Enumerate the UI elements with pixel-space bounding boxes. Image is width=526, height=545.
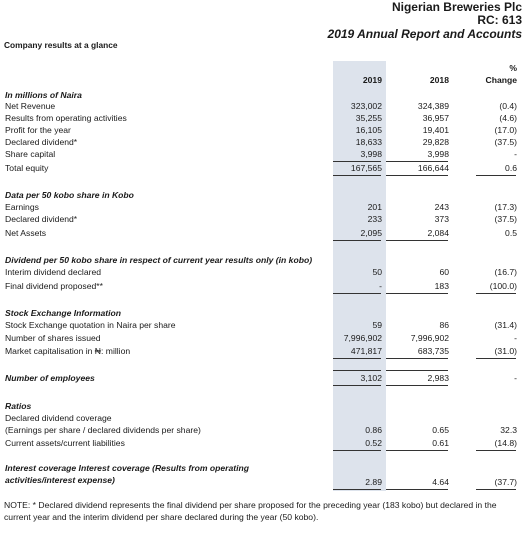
value-2018: 19,401 — [422, 125, 449, 135]
row-label: Net Revenue — [5, 101, 56, 111]
underline — [386, 370, 448, 371]
underline — [333, 489, 381, 490]
row-label: Total equity — [5, 163, 49, 173]
value-2019: 18,633 — [355, 137, 382, 147]
underline — [386, 450, 448, 451]
underline — [333, 175, 381, 176]
row-label: (Earnings per share / declared dividends per share) — [5, 425, 201, 435]
value-2019: - — [379, 281, 382, 291]
value-2018: 86 — [439, 320, 449, 330]
underline — [476, 175, 516, 176]
value-2019: 2,095 — [360, 228, 382, 238]
value-2019: 59 — [372, 320, 382, 330]
value-2019: 233 — [367, 214, 382, 224]
section-heading: Interest coverage Interest coverage (Results from operating activities/interest expense) — [5, 463, 250, 485]
underline — [333, 370, 381, 371]
value-change: (17.0) — [494, 125, 517, 135]
value-2019: 0.86 — [365, 425, 382, 435]
section-heading: Ratios — [5, 401, 32, 411]
value-2019: 7,996,902 — [343, 333, 382, 343]
underline — [333, 385, 381, 386]
underline — [333, 358, 381, 359]
value-2018: 166,644 — [417, 163, 449, 173]
value-2018: 7,996,902 — [410, 333, 449, 343]
value-2018: 36,957 — [422, 113, 449, 123]
value-2018: 0.61 — [432, 438, 449, 448]
value-2019: 3,102 — [360, 373, 382, 383]
underline — [386, 489, 448, 490]
value-2018: 2,983 — [427, 373, 449, 383]
value-change: 0.6 — [505, 163, 517, 173]
company-name: Nigerian Breweries Plc — [391, 0, 522, 14]
underline — [333, 293, 381, 294]
row-label: Stock Exchange quotation in Naira per share — [5, 320, 176, 330]
value-change: (0.4) — [499, 101, 517, 111]
value-change: (31.4) — [494, 320, 517, 330]
row-label: Declared dividend* — [5, 214, 78, 224]
value-change: - — [514, 333, 517, 343]
value-2018: 373 — [434, 214, 449, 224]
underline — [333, 240, 381, 241]
value-2019: 323,002 — [350, 101, 382, 111]
row-label: Final dividend proposed** — [5, 281, 103, 291]
value-change: (37.5) — [494, 214, 517, 224]
underline — [476, 358, 516, 359]
value-change: (17.3) — [494, 202, 517, 212]
underline — [386, 385, 448, 386]
year-2019-header: 2019 — [362, 75, 382, 85]
rc-number: RC: 613 — [477, 13, 522, 27]
value-2019: 167,565 — [350, 163, 382, 173]
value-2018: 29,828 — [422, 137, 449, 147]
report-header — [328, 1, 522, 41]
row-label: Net Assets — [5, 228, 47, 238]
value-2019: 2.89 — [365, 477, 382, 487]
value-change: (37.7) — [494, 477, 517, 487]
underline — [386, 240, 448, 241]
value-2018: 683,735 — [417, 346, 449, 356]
row-label: Share capital — [5, 149, 56, 159]
section-heading: Number of employees — [5, 373, 95, 383]
value-2019: 0.52 — [365, 438, 382, 448]
underline — [333, 450, 381, 451]
value-change: 0.5 — [505, 228, 517, 238]
row-label: Profit for the year — [5, 125, 71, 135]
row-label: Earnings — [5, 202, 39, 212]
value-2019: 16,105 — [355, 125, 382, 135]
value-2019: 3,998 — [360, 149, 382, 159]
value-change: (14.8) — [494, 438, 517, 448]
value-change: 32.3 — [500, 425, 517, 435]
value-2019: 50 — [372, 267, 382, 277]
value-2018: 183 — [434, 281, 449, 291]
value-2018: 324,389 — [417, 101, 449, 111]
section-heading: In millions of Naira — [5, 90, 82, 100]
value-2018: 2,084 — [427, 228, 449, 238]
row-label: Declared dividend coverage — [5, 413, 112, 423]
year-2018-header: 2018 — [429, 75, 449, 85]
value-change: - — [514, 149, 517, 159]
section-heading: Stock Exchange Information — [5, 308, 122, 318]
row-label: Results from operating activities — [5, 113, 127, 123]
underline — [476, 489, 516, 490]
report-title: 2019 Annual Report and Accounts — [327, 27, 522, 41]
value-change: (37.5) — [494, 137, 517, 147]
value-2018: 0.65 — [432, 425, 449, 435]
section-heading: Dividend per 50 kobo share in respect of current year results only (in kobo) — [5, 255, 313, 265]
value-change: (16.7) — [494, 267, 517, 277]
section-title: Company results at a glance — [4, 40, 118, 50]
change-header: Change — [485, 75, 517, 85]
row-label: Market capitalisation in ₦: million — [5, 346, 131, 356]
underline — [476, 293, 516, 294]
value-2018: 243 — [434, 202, 449, 212]
value-change: (31.0) — [494, 346, 517, 356]
row-label: Number of shares issued — [5, 333, 101, 343]
row-label: Declared dividend* — [5, 137, 78, 147]
value-change: (4.6) — [499, 113, 517, 123]
value-2019: 471,817 — [350, 346, 382, 356]
value-change: (100.0) — [489, 281, 517, 291]
value-2018: 60 — [439, 267, 449, 277]
pct-header: % — [509, 63, 517, 73]
underline — [476, 450, 516, 451]
value-2018: 3,998 — [427, 149, 449, 159]
underline — [386, 358, 448, 359]
underline — [386, 293, 448, 294]
row-label: Current assets/current liabilities — [5, 438, 125, 448]
underline — [386, 175, 448, 176]
section-heading: Data per 50 kobo share in Kobo — [5, 190, 134, 200]
footnote: NOTE: * Declared dividend represents the final dividend per share proposed for the preceding year (183 kobo) but declared in the current year and the interim dividend per share declared during the year (50 kobo). — [4, 500, 497, 522]
value-2018: 4.64 — [432, 477, 449, 487]
row-label: Interim dividend declared — [5, 267, 102, 277]
value-2019: 201 — [367, 202, 382, 212]
value-change: - — [514, 373, 517, 383]
value-2019: 35,255 — [355, 113, 382, 123]
